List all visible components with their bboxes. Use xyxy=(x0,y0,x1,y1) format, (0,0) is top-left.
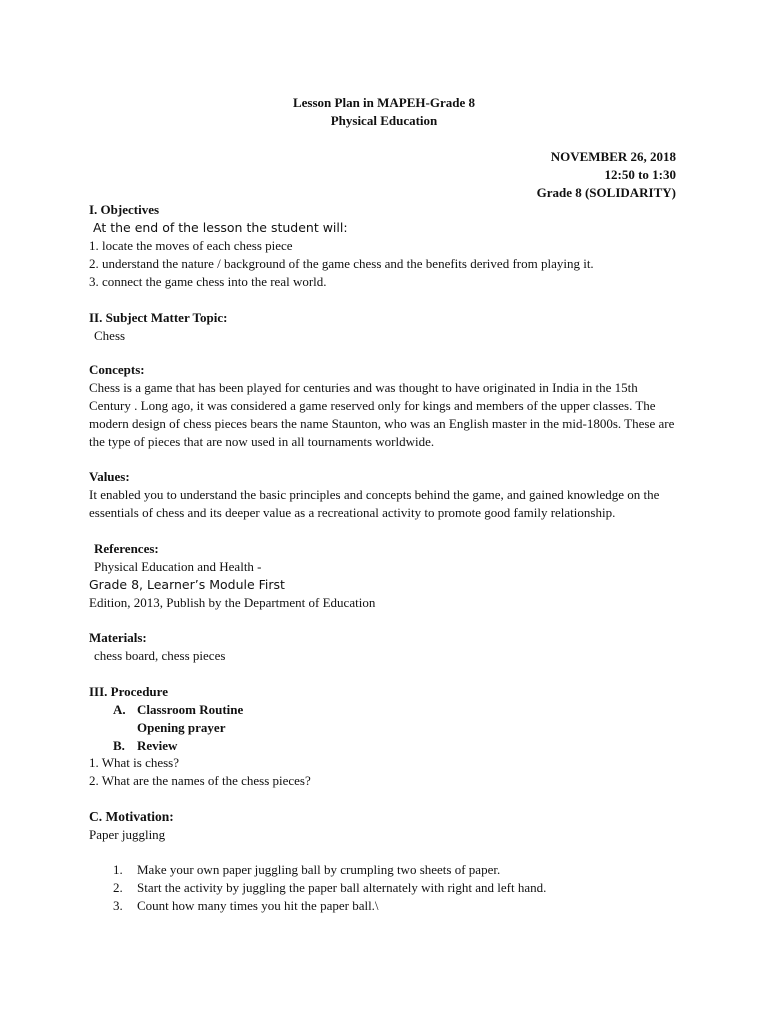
values-line: essentials of chess and its deeper value as a recreational activity to promote good family relationship. xyxy=(89,505,616,520)
subject-matter-topic: Chess xyxy=(94,328,126,343)
motivation-heading: C. Motivation: xyxy=(89,809,174,824)
procedure-a-text: Classroom Routine xyxy=(137,702,244,717)
procedure-a-label: A. xyxy=(113,702,126,717)
document-title: Lesson Plan in MAPEH-Grade 8 xyxy=(292,95,475,110)
references-line: Physical Education and Health - xyxy=(94,559,262,574)
motivation-step-number: 2. xyxy=(113,880,123,895)
objectives-intro: At the end of the lesson the student will: xyxy=(93,220,348,235)
motivation-step-text: Start the activity by juggling the paper ball alternately with right and left hand. xyxy=(137,880,547,895)
objective-item: 3. connect the game chess into the real world. xyxy=(89,274,327,289)
motivation-activity: Paper juggling xyxy=(89,827,166,842)
motivation-step-text: Count how many times you hit the paper ball.\ xyxy=(137,898,379,913)
motivation-step-text: Make your own paper juggling ball by crumpling two sheets of paper. xyxy=(137,862,501,877)
concepts-line: modern design of chess pieces bears the name Staunton, who was an English master in the mid-1800s. These are xyxy=(89,416,675,431)
concepts-line: Century . Long ago, it was considered a game reserved only for kings and members of the upper classes. The xyxy=(89,398,656,413)
objectives-heading: I. Objectives xyxy=(89,202,160,217)
references-line: Edition, 2013, Publish by the Department of Education xyxy=(89,595,376,610)
references-line: Grade 8, Learner’s Module First xyxy=(89,577,285,592)
review-item: 2. What are the names of the chess pieces? xyxy=(89,773,311,788)
concepts-heading: Concepts: xyxy=(89,362,145,377)
values-heading: Values: xyxy=(89,469,130,484)
objective-item: 2. understand the nature / background of the game chess and the benefits derived from playing it. xyxy=(89,256,594,271)
procedure-b-label: B. xyxy=(113,738,125,753)
values-line: It enabled you to understand the basic principles and concepts behind the game, and gained knowledge on the xyxy=(89,487,660,502)
subject-matter-heading: II. Subject Matter Topic: xyxy=(89,310,228,325)
procedure-b-text: Review xyxy=(137,738,178,753)
objective-item: 1. locate the moves of each chess piece xyxy=(89,238,293,253)
lesson-date: NOVEMBER 26, 2018 xyxy=(550,149,676,164)
procedure-a-sub: Opening prayer xyxy=(137,720,226,735)
materials-text: chess board, chess pieces xyxy=(94,648,226,663)
materials-heading: Materials: xyxy=(89,630,147,645)
lesson-section: Grade 8 (SOLIDARITY) xyxy=(536,185,676,200)
references-heading: References: xyxy=(94,541,159,556)
lesson-time: 12:50 to 1:30 xyxy=(604,167,676,182)
concepts-line: the type of pieces that are now used in all tournaments worldwide. xyxy=(89,434,435,449)
review-item: 1. What is chess? xyxy=(89,755,180,770)
procedure-heading: III. Procedure xyxy=(89,684,168,699)
concepts-line: Chess is a game that has been played for centuries and was thought to have originated in India in the 15th xyxy=(89,380,638,395)
document-subtitle: Physical Education xyxy=(330,113,438,128)
motivation-step-number: 1. xyxy=(113,862,123,877)
motivation-step-number: 3. xyxy=(113,898,123,913)
